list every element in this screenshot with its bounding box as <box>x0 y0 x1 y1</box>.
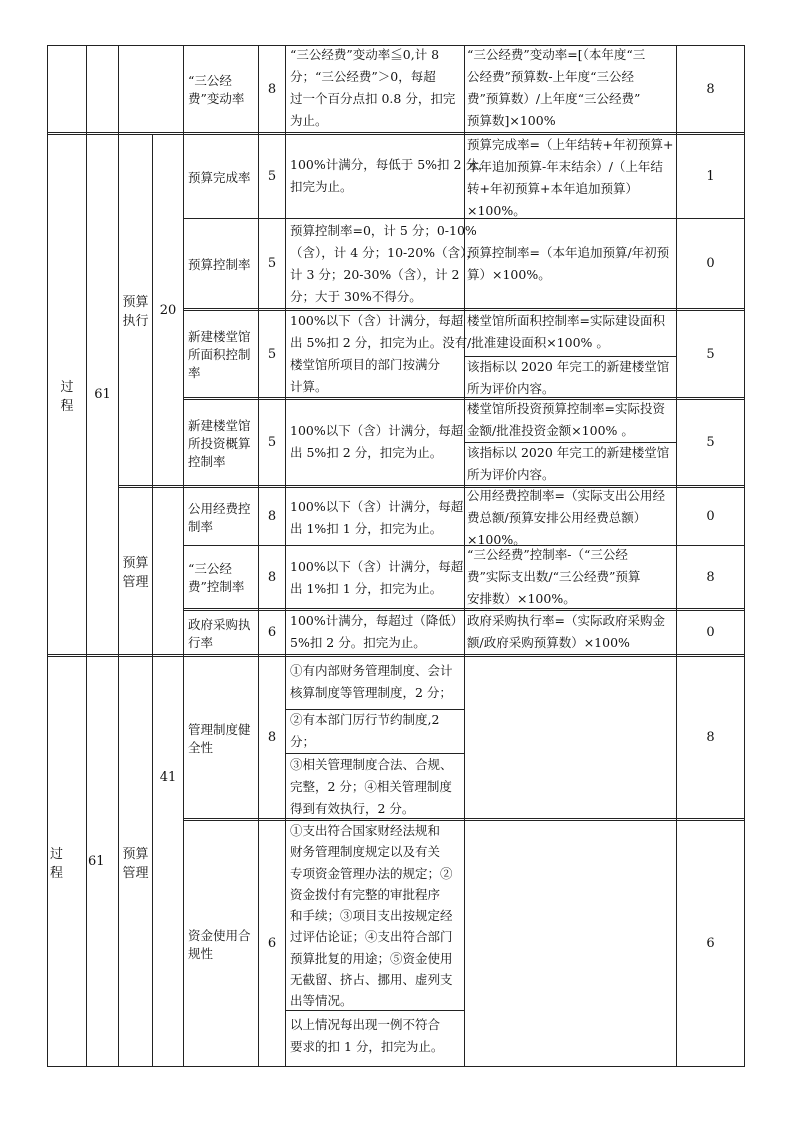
method-text: 预算完成率=（上年结转+年初预算+ 本年追加预算-年末结余）/（上年结 转+年初预算+本年追加预算） ×100%。 <box>467 137 674 218</box>
weight-cell: 8 <box>267 730 277 745</box>
method-text: “三公经费”控制率-（“三公经 费”实际支出数/“三公经费”预算 安排数）×100%。 <box>467 547 641 606</box>
col-line <box>285 45 286 1067</box>
method-text: 预算控制率=（本年追加预算/年初预 算）×100%。 <box>467 245 670 282</box>
method-text: “三公经费”变动率=[（本年度“三 公经费”预算数-上年度“三公经 费”预算数）/上年度“三公经费” 预算数]×100% <box>467 47 646 128</box>
col-line <box>744 45 745 1067</box>
weight-cell: 6 <box>267 936 277 951</box>
method-text: 政府采购执行率=（实际政府采购金 额/政府采购预算数）×100% <box>467 613 665 650</box>
score-cell: 0 <box>706 509 715 524</box>
indicator-cell: 管理制度健 全性 <box>188 721 251 755</box>
level1-cell: 过 程 <box>50 846 64 881</box>
score-cell: 5 <box>706 346 715 362</box>
weight-cell: 5 <box>267 435 277 450</box>
standard-text: “三公经费”变动率≦0,计 8 分；“三公经费”＞0，每超 过一个百分点扣 0.8 分，扣完 为止。 <box>290 47 456 128</box>
standard-text: 100%以下（含）计满分，每超 出 5%扣 2 分，扣完为止。没有 楼堂馆所项目的部门按满分 计算。 <box>290 313 468 394</box>
indicator-cell: 政府采购执 行率 <box>188 616 251 650</box>
score-cell: 0 <box>706 256 715 271</box>
standard-item: ①有内部财务管理制度、会计 核算制度等管理制度，2 分； <box>290 663 453 700</box>
level2-exec-weight: 20 <box>159 302 177 318</box>
indicator-cell: 新建楼堂馆 所投资概算 控制率 <box>188 417 251 469</box>
method-note: 该指标以 2020 年完工的新建楼堂馆 所为评价内容。 <box>467 359 670 396</box>
weight-cell: 5 <box>267 169 277 184</box>
level1-weight-cell: 61 <box>88 854 105 869</box>
indicator-cell: 预算控制率 <box>188 256 251 272</box>
level1-weight-cell: 61 <box>94 387 111 402</box>
indicator-cell <box>188 46 258 132</box>
score-cell: 8 <box>706 81 715 97</box>
score-cell: 1 <box>706 169 715 184</box>
standard-item: ①支出符合国家财经法规和 财务管理制度规定以及有关 专项资金管理办法的规定；② 资金拨付有完整的审批程序 和手续；③项目支出按规定经 过评估论证；④支出符合部门 预算批复的用途；⑤资金使用 无截留、挤占、挪用、虚列支 出等情况。 <box>290 823 453 1009</box>
method-text: 楼堂馆所投资预算控制率=实际投资 金额/批准投资金额×100% 。 <box>467 401 665 438</box>
indicator-text: 费”变动率 <box>188 91 245 106</box>
standard-item: ②有本部门厉行节约制度,2 分； <box>290 712 440 749</box>
weight-cell: 8 <box>267 81 277 97</box>
standard-text: 100%以下（含）计满分，每超 出 1%扣 1 分，扣完为止。 <box>290 559 464 596</box>
method-note: 该指标以 2020 年完工的新建楼堂馆 所为评价内容。 <box>467 445 670 482</box>
level2-mgmt-weight: 41 <box>159 769 177 785</box>
level2-mgmt-cell: 预算 管理 <box>122 556 149 590</box>
standard-text: 100%计满分，每低于 5%扣 2 分， 扣完为止。 <box>290 157 491 194</box>
standard-item: ③相关管理制度合法、合规、 完整，2 分；④相关管理制度 得到有效执行，2 分。 <box>290 757 453 816</box>
score-cell: 0 <box>706 625 715 640</box>
method-text: 楼堂馆所面积控制率=实际建设面积 /批准建设面积×100% 。 <box>467 313 665 350</box>
score-cell: 8 <box>706 730 715 745</box>
standard-text: 100%以下（含）计满分，每超 出 5%扣 2 分，扣完为止。 <box>290 423 464 460</box>
indicator-cell: 公用经费控 制率 <box>188 500 251 534</box>
weight-cell: 5 <box>267 256 277 271</box>
indicator-cell: 新建楼堂馆 所面积控制 率 <box>188 329 251 380</box>
standard-item: 以上情况每出现一例不符合 要求的扣 1 分，扣完为止。 <box>290 1017 444 1054</box>
method-text: 公用经费控制率=（实际支出公用经 费总额/预算安排公用经费总额） ×100%。 <box>467 488 665 547</box>
weight-cell: 5 <box>267 346 277 362</box>
standard-text: 预算控制率=0，计 5 分；0-10% （含），计 4 分；10-20%（含）， 计 3 分；20-30%（含），计 2 分；大于 30%不得分。 <box>290 223 479 304</box>
weight-cell: 8 <box>267 569 277 585</box>
indicator-cell: “三公经 费”控制率 <box>188 561 245 594</box>
score-cell: 6 <box>706 936 715 951</box>
standard-text: 100%以下（含）计满分，每超 出 1%扣 1 分，扣完为止。 <box>290 499 464 536</box>
level1-cell: 过 程 <box>60 379 74 414</box>
score-cell: 5 <box>706 435 715 450</box>
level2-mgmt-cell: 预算 管理 <box>122 846 149 881</box>
indicator-cell: 资金使用合 规性 <box>188 927 251 961</box>
weight-cell: 8 <box>267 509 277 524</box>
score-cell: 8 <box>706 569 715 585</box>
weight-cell: 6 <box>267 625 277 640</box>
indicator-cell: 预算完成率 <box>188 169 251 185</box>
standard-text: 100%计满分，每超过（降低） 5%扣 2 分。扣完为止。 <box>290 613 464 650</box>
level2-exec-cell: 预算 执行 <box>122 295 149 329</box>
col-line <box>464 45 465 1067</box>
indicator-text: “三公经 <box>188 73 232 88</box>
col-line <box>183 45 184 1067</box>
